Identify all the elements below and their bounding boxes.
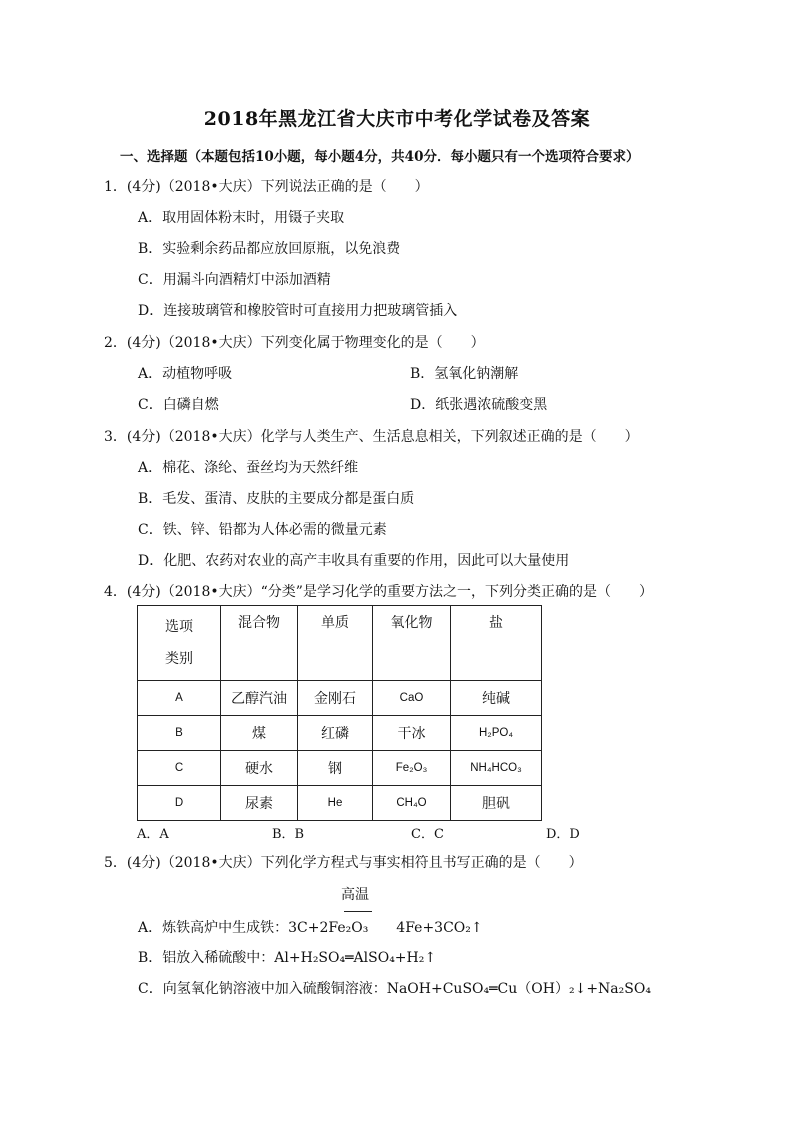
table-cell: CaO	[373, 681, 451, 716]
question-2-option-d: D．纸张遇浓硫酸变黑	[410, 397, 548, 413]
column-header: 氧化物	[373, 606, 451, 681]
question-1-option-c: C．用漏斗向酒精灯中添加酒精	[138, 272, 331, 288]
table-cell: He	[298, 786, 373, 821]
column-header: 单质	[298, 606, 373, 681]
row-label: D	[138, 786, 221, 821]
table-cell: Fe₂O₃	[373, 751, 451, 786]
question-3-stem: 3．(4分)（2018•大庆）化学与人类生产、生活息息相关，下列叙述正确的是（ ）	[104, 429, 639, 445]
table-cell: 硬水	[221, 751, 298, 786]
table-cell: CH₄O	[373, 786, 451, 821]
table-row	[138, 751, 542, 786]
table-cell: H₂PO₄	[451, 716, 542, 751]
table-row	[138, 786, 542, 821]
section-heading: 一、选择题（本题包括10小题，每小题4分，共40分．每小题只有一个选项符合要求）	[120, 149, 640, 165]
question-4-answer-b: B．B	[272, 827, 305, 842]
table-row	[138, 681, 542, 716]
header-category-label: 类别	[165, 651, 193, 667]
question-4-stem: 4．(4分)（2018•大庆）“分类”是学习化学的重要方法之一，下列分类正确的是（ ）	[104, 584, 653, 600]
row-label: B	[138, 716, 221, 751]
table-cell: 金刚石	[298, 681, 373, 716]
table-cell: 干冰	[373, 716, 451, 751]
row-label: C	[138, 751, 221, 786]
question-5-option-c: C．向氢氧化钠溶液中加入硫酸铜溶液：NaOH+CuSO₄═Cu（OH）₂↓+Na₂SO₄	[138, 981, 651, 997]
table-cell: 煤	[221, 716, 298, 751]
question-1-option-d: D．连接玻璃管和橡胶管时可直接用力把玻璃管插入	[138, 303, 458, 319]
table-cell: 钢	[298, 751, 373, 786]
header-option-label: 选项	[165, 619, 193, 635]
question-5-option-b: B．铝放入稀硫酸中：Al+H₂SO₄═AlSO₄+H₂↑	[138, 950, 437, 966]
question-1-option-a: A．取用固体粉末时，用镊子夹取	[138, 210, 345, 226]
question-4-answer-a: A．A	[137, 827, 169, 842]
question-1-stem: 1．(4分)（2018•大庆）下列说法正确的是（ ）	[104, 179, 429, 195]
table-cell: 红磷	[298, 716, 373, 751]
classification-table	[137, 605, 542, 821]
column-header: 混合物	[221, 606, 298, 681]
table-cell: 尿素	[221, 786, 298, 821]
table-row	[138, 716, 542, 751]
question-4-answer-d: D．D	[546, 827, 580, 842]
question-2-option-a: A．动植物呼吸	[138, 366, 233, 382]
reaction-condition-bar	[344, 911, 372, 912]
row-label: A	[138, 681, 221, 716]
table-cell: NH₄HCO₃	[451, 751, 542, 786]
question-2-option-c: C．白磷自燃	[138, 397, 219, 413]
table-cell: 纯碱	[451, 681, 542, 716]
column-header: 盐	[451, 606, 542, 681]
table-cell: 乙醇汽油	[221, 681, 298, 716]
reaction-condition: 高温	[341, 887, 369, 903]
question-3-option-b: B．毛发、蛋清、皮肤的主要成分都是蛋白质	[138, 491, 415, 507]
question-2-option-b: B．氢氧化钠潮解	[410, 366, 519, 382]
question-2-stem: 2．(4分)（2018•大庆）下列变化属于物理变化的是（ ）	[104, 335, 485, 351]
question-5-option-a: A．炼铁高炉中生成铁：3C+2Fe₂O₃ 4Fe+3CO₂↑	[138, 920, 483, 936]
question-3-option-d: D．化肥、农药对农业的高产丰收具有重要的作用，因此可以大量使用	[138, 553, 570, 569]
question-4-answer-c: C．C	[411, 827, 444, 842]
question-3-option-c: C．铁、锌、铅都为人体必需的微量元素	[138, 522, 387, 538]
table-header-row	[138, 606, 542, 681]
question-3-option-a: A．棉花、涤纶、蚕丝均为天然纤维	[138, 460, 359, 476]
table-cell: 胆矾	[451, 786, 542, 821]
question-1-option-b: B．实验剩余药品都应放回原瓶，以免浪费	[138, 241, 401, 257]
question-5-stem: 5．(4分)（2018•大庆）下列化学方程式与事实相符且书写正确的是（ ）	[104, 855, 583, 871]
page-title: 2018年黑龙江省大庆市中考化学试卷及答案	[203, 108, 591, 130]
table-header-corner	[138, 606, 221, 681]
